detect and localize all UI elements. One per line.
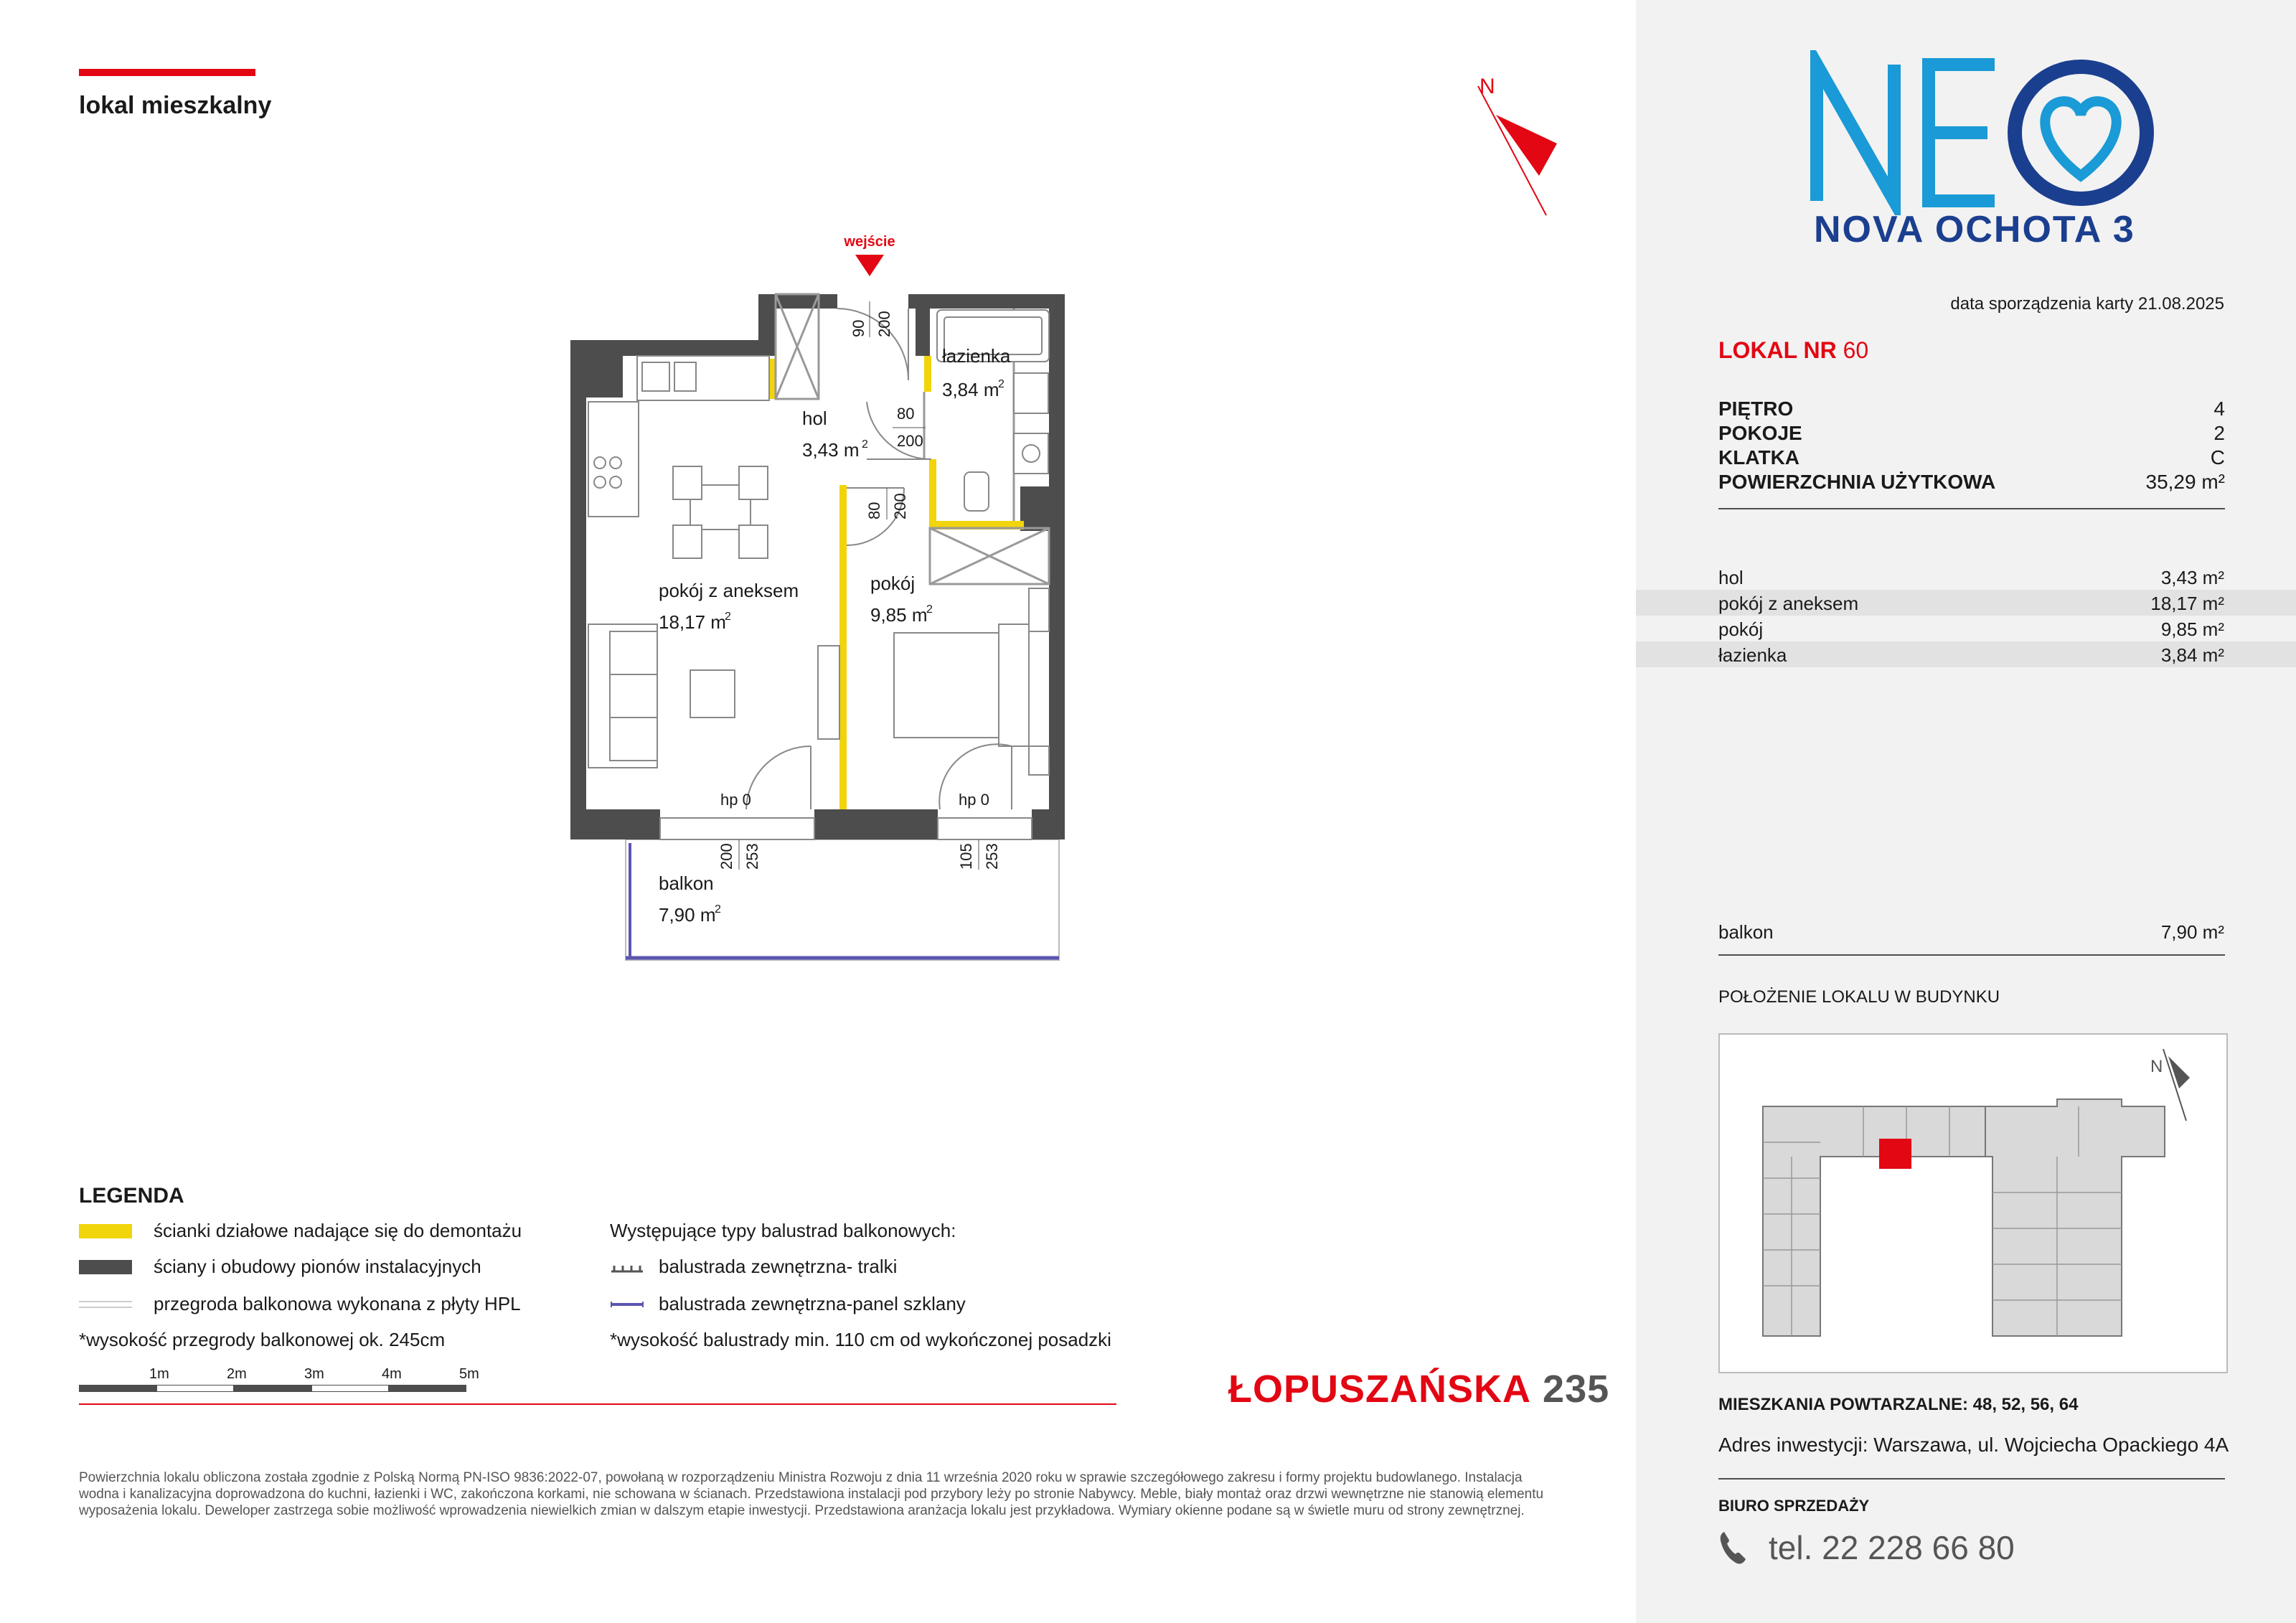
room-row: [1636, 641, 2296, 667]
dim-bath-height: 200: [897, 432, 923, 450]
repeat-apartments: MIESZKANIA POWTARZALNE: 48, 52, 56, 64: [1718, 1395, 2079, 1414]
room-row: [1636, 564, 2296, 590]
wardrobe: [818, 646, 839, 739]
north-label: N: [1479, 75, 1495, 98]
room-key: hol: [1718, 567, 1744, 588]
info-key: POWIERZCHNIA UŻYTKOWA: [1718, 471, 1996, 493]
info-value: 2: [2213, 422, 2225, 444]
legend-note-left: *wysokość przegrody balkonowej ok. 245cm: [79, 1329, 446, 1350]
room-hol-name: hol: [802, 408, 827, 429]
room-value: 3,84 m²: [2160, 644, 2224, 666]
phone-link[interactable]: [1718, 1528, 2015, 1567]
balustrade-tralki-icon: [610, 1260, 644, 1274]
info-value: 35,29 m²: [2145, 471, 2225, 493]
info-floor: [1718, 397, 2225, 420]
room-key: balkon: [1718, 921, 1774, 943]
legend-label: ścianki działowe nadające się do demontażu: [154, 1220, 522, 1241]
room-row: [1636, 590, 2296, 616]
bathroom-fixtures: [937, 310, 1049, 511]
dim-entry-height: 200: [875, 311, 893, 337]
legend-title: LEGENDA: [79, 1184, 184, 1208]
divider-red: [79, 1403, 1116, 1405]
apartment-marker: [1879, 1139, 1911, 1169]
room-living-area: 18,17 m: [659, 611, 726, 633]
room-living-name: pokój z aneksem: [659, 580, 799, 601]
disclaimer: Powierzchnia lokalu obliczona została zgodnie z Polską Normą PN-ISO 9836:2022-07, powołaną w rozporządzeniu Ministra Rozwoju z dnia 11 września 2020 roku w sprawie szczegółowego zakresu i formy projektu budowlanego. Instalacja wodna i kanalizacyjna doprowadzona do kuchni, łazienki i WC, zakończona korkami, nie schowana w ścianach. Przedstawiona instalacji pod przybory leży po stronie Nabywcy. Meble, biały montaż oraz drzwi wewnętrzne nie stanowią elementu wyposażenia lokalu. Deweloper zastrzega sobie możliwość wprowadzenia niewielkich zmian w dalszym etapie inwestycji. Przedstawiona aranżacja lokalu jest przykładowa. Wymiary okienne podane są w świetle muru od strony zewnętrznej.: [79, 1470, 1544, 1518]
room-living-sup: 2: [725, 611, 731, 623]
hp-left: hp 0: [720, 791, 751, 809]
info-key: POKOJE: [1718, 422, 1802, 444]
legend-item-hpl: [79, 1293, 521, 1315]
header-accent-bar: [79, 69, 255, 76]
room-balcony-area: 7,90 m: [659, 904, 716, 926]
legend-item-demountable: [79, 1220, 522, 1242]
room-hol-sup: 2: [862, 438, 868, 451]
room-bath-name: łazienka: [942, 345, 1011, 367]
legend-label: balustrada zewnętrzna-panel szklany: [659, 1293, 966, 1314]
hp-right: hp 0: [959, 791, 989, 809]
balustrade-glass-icon: [610, 1297, 644, 1312]
room-key: pokój z aneksem: [1718, 593, 1859, 614]
room-bedroom-area: 9,85 m: [870, 604, 928, 626]
separator: [1718, 954, 2225, 956]
investment-address: Adres inwestycji: Warszawa, ul. Wojciecha Opackiego 4A: [1718, 1434, 2229, 1456]
room-key: pokój: [1718, 618, 1764, 640]
card-date: data sporządzenia karty 21.08.2025: [1950, 294, 2224, 314]
dim-balcony-right-height: 253: [983, 843, 1001, 870]
room-value: 3,43 m²: [2160, 567, 2224, 588]
room-balcony-name: balkon: [659, 872, 714, 894]
room-value: 9,85 m²: [2160, 618, 2224, 640]
scale-label: 1m: [149, 1366, 169, 1382]
room-hol-area: 3,43 m: [802, 439, 860, 461]
legend-swatch-yellow: [79, 1224, 132, 1238]
info-rooms: [1718, 422, 2225, 445]
room-value: 7,90 m²: [2160, 921, 2224, 943]
balustrade-title: Występujące typy balustrad balkonowych:: [610, 1220, 956, 1241]
legend-item-walls: [79, 1256, 481, 1278]
dim-balcony-left-width: 200: [718, 843, 735, 870]
sales-office-label: BIURO SPRZEDAŻY: [1718, 1497, 1870, 1515]
position-title: POŁOŻENIE LOKALU W BUDYNKU: [1718, 987, 2000, 1007]
entrance-label: wejście: [844, 234, 895, 250]
dim-bath-width: 80: [897, 405, 915, 423]
scale-label: 5m: [459, 1366, 479, 1382]
page-title: lokal mieszkalny: [79, 92, 272, 119]
info-card: [1636, 0, 2296, 1623]
info-value: C: [2210, 446, 2225, 469]
legend-swatch-grey: [79, 1260, 132, 1274]
legend-item-glass: [610, 1293, 966, 1315]
scale-bar: [79, 1366, 481, 1395]
info-staircase: [1718, 446, 2225, 469]
north-arrow-icon: [1464, 65, 1564, 222]
legend-note-right: *wysokość balustrady min. 110 cm od wykończonej posadzki: [610, 1329, 1111, 1350]
info-area: [1718, 471, 2225, 494]
dim-entry-width: 90: [850, 319, 867, 337]
legend-label: ściany i obudowy pionów instalacyjnych: [154, 1256, 481, 1277]
info-key: PIĘTRO: [1718, 397, 1794, 420]
entrance-arrow-icon: [855, 255, 884, 276]
dim-room-height: 200: [891, 493, 909, 519]
info-value: 4: [2213, 397, 2225, 420]
scale-label: 4m: [382, 1366, 402, 1382]
room-key: łazienka: [1718, 644, 1787, 666]
separator: [1718, 1478, 2225, 1479]
scale-label: 2m: [227, 1366, 247, 1382]
separator: [1718, 508, 2225, 509]
sofa: [588, 624, 735, 768]
dining-set: [673, 466, 768, 558]
lokal-number: [1718, 337, 1868, 364]
lokal-no: 60: [1843, 337, 1869, 363]
neo-logo: [1808, 50, 2181, 215]
street-name: [1228, 1367, 1609, 1411]
building-minimap: [1718, 1033, 2228, 1373]
phone-icon: [1718, 1530, 1747, 1565]
room-balcony-sup: 2: [715, 903, 721, 916]
building-plan-icon: [1720, 1035, 2226, 1372]
room-bath-area: 3,84 m: [942, 379, 999, 400]
phone-number: tel. 22 228 66 80: [1769, 1529, 2015, 1566]
legend-swatch-hpl: [79, 1301, 132, 1308]
info-key: KLATKA: [1718, 446, 1800, 469]
dim-balcony-left-height: 253: [743, 843, 761, 870]
room-bedroom-sup: 2: [926, 603, 933, 616]
legend-label: przegroda balkonowa wykonana z płyty HPL: [154, 1293, 521, 1314]
dim-room-width: 80: [865, 502, 883, 519]
minimap-north-label: N: [2150, 1057, 2163, 1076]
legend-item-tralki: [610, 1256, 897, 1278]
street-label: ŁOPUSZAŃSKA: [1228, 1368, 1532, 1411]
floor-plan-drawing: [560, 230, 1091, 976]
brand-name: NOVA OCHOTA 3: [1814, 209, 2135, 250]
lokal-label: LOKAL NR: [1718, 337, 1837, 363]
room-bedroom-name: pokój: [870, 573, 916, 594]
room-value: 18,17 m²: [2150, 593, 2224, 614]
legend-label: balustrada zewnętrzna- tralki: [659, 1256, 898, 1277]
scale-label: 3m: [304, 1366, 324, 1382]
balcony-row: [1636, 918, 2296, 944]
dim-balcony-right-width: 105: [957, 843, 975, 870]
room-bath-sup: 2: [998, 378, 1004, 390]
street-number: 235: [1543, 1368, 1610, 1411]
room-row: [1636, 616, 2296, 641]
